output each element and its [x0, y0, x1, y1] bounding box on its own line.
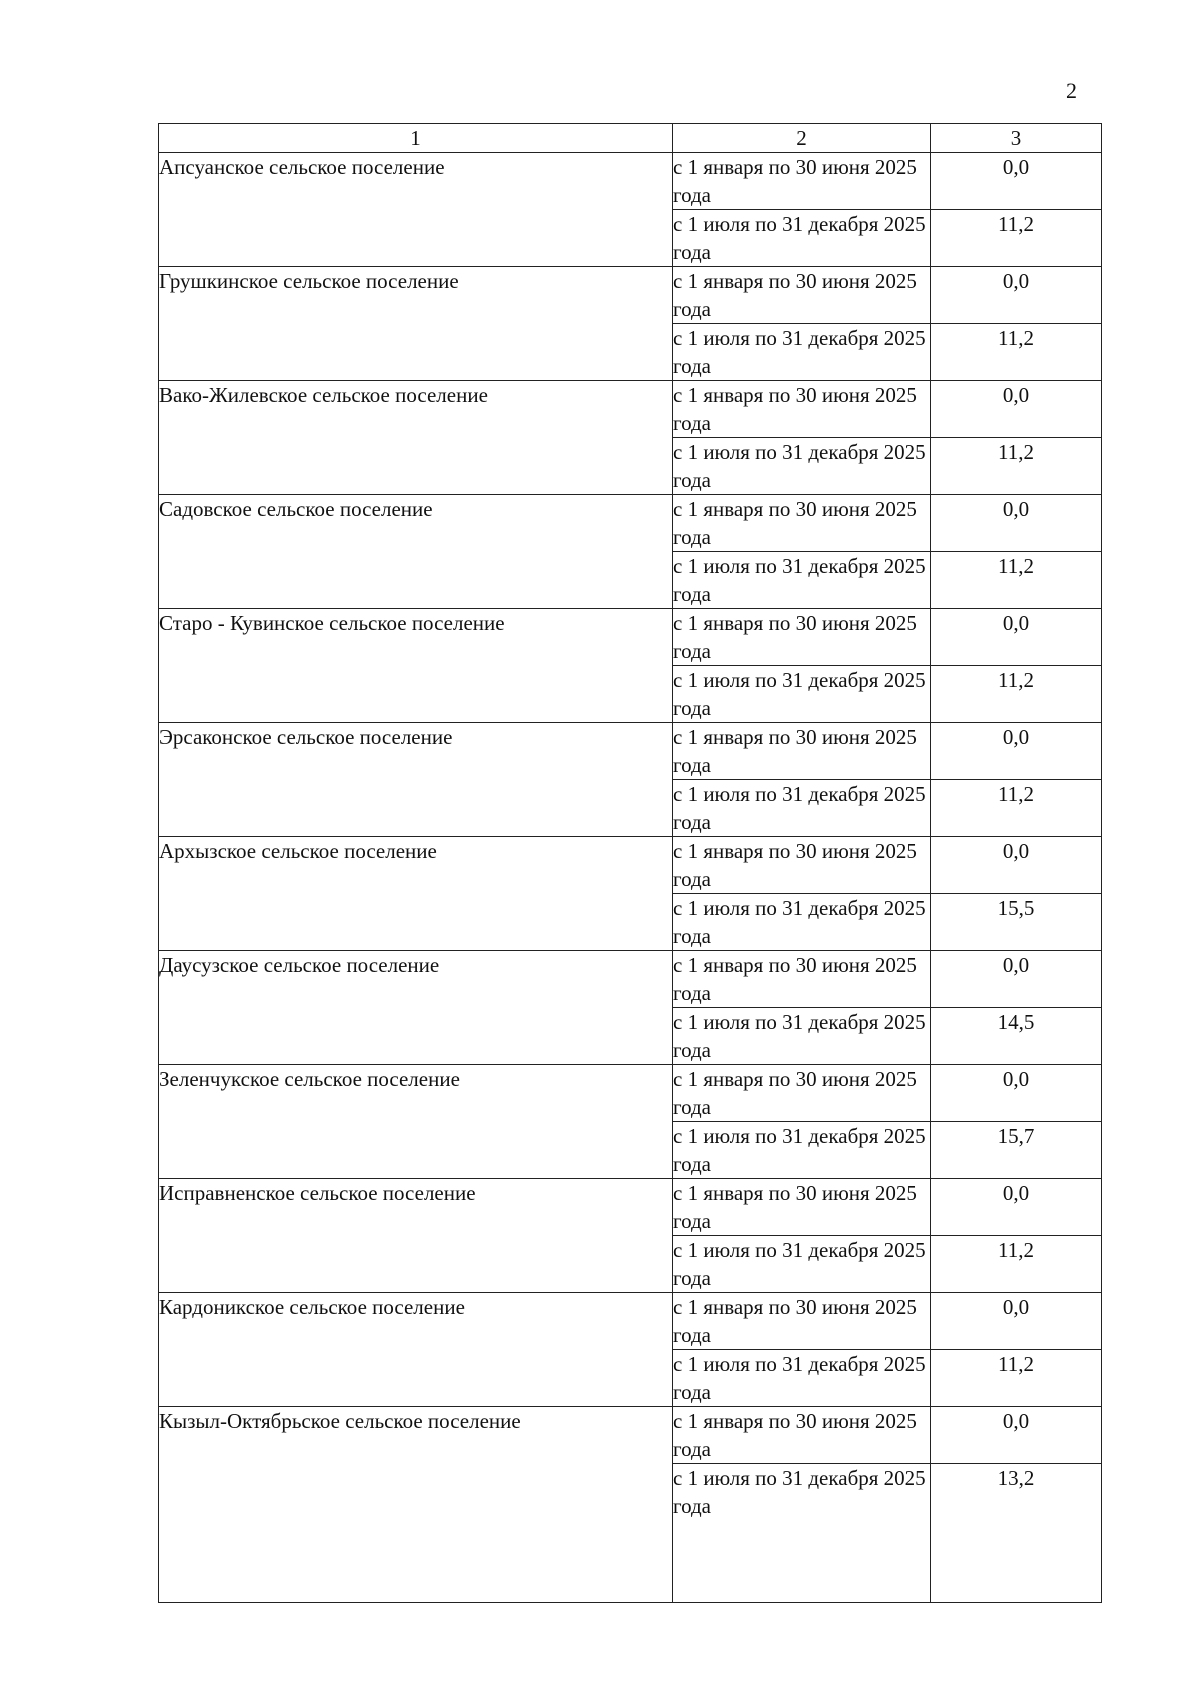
period-cell: с 1 июля по 31 декабря 2025 года: [673, 1464, 931, 1603]
period-cell: с 1 января по 30 июня 2025 года: [673, 609, 931, 666]
table-row: [159, 267, 1102, 324]
value-cell: 0,0: [931, 267, 1102, 324]
column-header: 2: [673, 124, 931, 153]
value-cell: 0,0: [931, 837, 1102, 894]
period-cell: с 1 января по 30 июня 2025 года: [673, 381, 931, 438]
period-cell: с 1 января по 30 июня 2025 года: [673, 153, 931, 210]
column-header: 3: [931, 124, 1102, 153]
period-cell: с 1 января по 30 июня 2025 года: [673, 1179, 931, 1236]
settlement-name: Кардоникское сельское поселение: [159, 1293, 673, 1407]
table-row: [159, 951, 1102, 1008]
period-cell: с 1 июля по 31 декабря 2025 года: [673, 1350, 931, 1407]
value-cell: 11,2: [931, 552, 1102, 609]
value-cell: 0,0: [931, 951, 1102, 1008]
period-cell: с 1 января по 30 июня 2025 года: [673, 1407, 931, 1464]
table-row: [159, 495, 1102, 552]
settlement-name: Грушкинское сельское поселение: [159, 267, 673, 381]
period-cell: с 1 января по 30 июня 2025 года: [673, 837, 931, 894]
value-cell: 11,2: [931, 438, 1102, 495]
value-cell: 11,2: [931, 666, 1102, 723]
period-cell: с 1 июля по 31 декабря 2025 года: [673, 324, 931, 381]
period-cell: с 1 июля по 31 декабря 2025 года: [673, 666, 931, 723]
table-row: [159, 1065, 1102, 1122]
value-cell: 13,2: [931, 1464, 1102, 1603]
header-row: [159, 124, 1102, 153]
settlement-name: Апсуанское сельское поселение: [159, 153, 673, 267]
value-cell: 11,2: [931, 210, 1102, 267]
value-cell: 14,5: [931, 1008, 1102, 1065]
period-cell: с 1 января по 30 июня 2025 года: [673, 1065, 931, 1122]
value-cell: 0,0: [931, 1407, 1102, 1464]
period-cell: с 1 июля по 31 декабря 2025 года: [673, 1236, 931, 1293]
table-row: [159, 381, 1102, 438]
settlement-name: Кызыл-Октябрьское сельское поселение: [159, 1407, 673, 1603]
value-cell: 15,5: [931, 894, 1102, 951]
value-cell: 0,0: [931, 153, 1102, 210]
settlement-name: Исправненское сельское поселение: [159, 1179, 673, 1293]
period-cell: с 1 января по 30 июня 2025 года: [673, 495, 931, 552]
period-cell: с 1 июля по 31 декабря 2025 года: [673, 210, 931, 267]
value-cell: 0,0: [931, 1293, 1102, 1350]
period-cell: с 1 января по 30 июня 2025 года: [673, 723, 931, 780]
table-row: [159, 153, 1102, 210]
table-row: [159, 1293, 1102, 1350]
value-cell: 11,2: [931, 324, 1102, 381]
period-cell: с 1 июля по 31 декабря 2025 года: [673, 438, 931, 495]
value-cell: 0,0: [931, 609, 1102, 666]
period-cell: с 1 июля по 31 декабря 2025 года: [673, 1008, 931, 1065]
period-cell: с 1 июля по 31 декабря 2025 года: [673, 894, 931, 951]
value-cell: 15,7: [931, 1122, 1102, 1179]
period-cell: с 1 июля по 31 декабря 2025 года: [673, 1122, 931, 1179]
settlement-name: Даусузское сельское поселение: [159, 951, 673, 1065]
column-header: 1: [159, 124, 673, 153]
settlement-name: Эрсаконское сельское поселение: [159, 723, 673, 837]
period-cell: с 1 июля по 31 декабря 2025 года: [673, 552, 931, 609]
value-cell: 0,0: [931, 723, 1102, 780]
table-row: [159, 1407, 1102, 1464]
page-number: 2: [1066, 78, 1077, 103]
period-cell: с 1 января по 30 июня 2025 года: [673, 951, 931, 1008]
value-cell: 11,2: [931, 1350, 1102, 1407]
table-row: [159, 609, 1102, 666]
table-row: [159, 1179, 1102, 1236]
value-cell: 11,2: [931, 1236, 1102, 1293]
value-cell: 0,0: [931, 381, 1102, 438]
settlement-name: Зеленчукское сельское поселение: [159, 1065, 673, 1179]
period-cell: с 1 января по 30 июня 2025 года: [673, 1293, 931, 1350]
settlement-name: Вако-Жилевское сельское поселение: [159, 381, 673, 495]
period-cell: с 1 июля по 31 декабря 2025 года: [673, 780, 931, 837]
table-row: [159, 723, 1102, 780]
value-cell: 11,2: [931, 780, 1102, 837]
table-body: [159, 153, 1102, 1603]
settlement-name: Садовское сельское поселение: [159, 495, 673, 609]
value-cell: 0,0: [931, 495, 1102, 552]
settlement-name: Старо - Кувинское сельское поселение: [159, 609, 673, 723]
table-row: [159, 837, 1102, 894]
period-cell: с 1 января по 30 июня 2025 года: [673, 267, 931, 324]
value-cell: 0,0: [931, 1179, 1102, 1236]
settlement-name: Архызское сельское поселение: [159, 837, 673, 951]
value-cell: 0,0: [931, 1065, 1102, 1122]
tariff-table: [158, 123, 1102, 1603]
